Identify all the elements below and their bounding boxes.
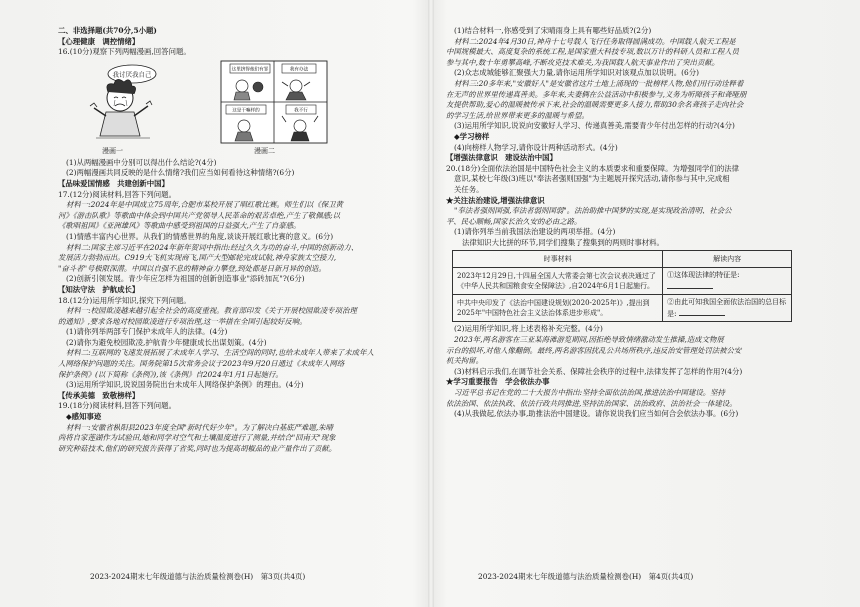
text-line: (1)请你列举两部专门保护未成年人的法律。(4分): [66, 327, 228, 337]
answer-prompt: ①这体现法律的特征是:: [667, 271, 740, 280]
text-line: 《歌唱祖国》《亚洲雄风》等歌曲中感受到祖国的日益强大,产生了自豪感。: [58, 221, 301, 231]
text-line: (4)向榜样人物学习,请你设计两种活动形式。(4分): [454, 142, 618, 152]
text-line: ★学习重要报告 学会依法办事: [446, 377, 550, 387]
text-line: 法律知识大比拼的环节,同学们搜集了搜集到的两则时事材料。: [462, 237, 664, 247]
text-line: ◆学习榜样: [454, 131, 490, 141]
text-line: 17.(12分)阅读材料,回答下列问题。: [58, 189, 176, 199]
comic-1-bubble-text: 我讨厌我自己: [112, 70, 152, 79]
right-page-text-bottom: [446, 324, 810, 419]
text-line: (2)众志成城能够汇聚强大力量,请你运用所学知识对该观点加以说明。(6分): [454, 68, 700, 78]
text-line: 中国规模最大、高度复杂的系统工程,是国家重大科技专项,数以万计的科研人员和工程人员: [446, 47, 739, 57]
text-line: 习近平总书记在党的二十大报告中指出:坚持全面依法治国,推进法治中国建设。坚持: [454, 388, 725, 398]
answer-blank[interactable]: [679, 307, 725, 316]
comic-1-caption: 漫画一: [102, 146, 123, 155]
table-cell-answer: [663, 268, 792, 295]
text-line: (2)创新引领发展。青少年应怎样为祖国的创新创造事业"添砖加瓦"?(6分): [66, 274, 305, 284]
text-line: 材料二:2024年4月30日,神舟十七号载人飞行任务取得圆满成功。中国载人航天工程是: [454, 36, 736, 46]
text-line: 参与其中,数十年勇攀高峰,不断攻克技术难关,为我国载人航天事业作出了突出贡献。: [446, 57, 720, 67]
text-line: 20.(18分)全面依法治国是中国特色社会主义的本质要求和重要保障。为增强同学们的法律: [446, 163, 739, 173]
page-3-footer: 2023-2024期末七年级道德与法治质量检测卷(H) 第3页(共4页): [90, 572, 306, 581]
text-line: 19.(18分)阅读材料,回答下列问题。: [58, 401, 176, 411]
page-fold: [428, 0, 434, 607]
left-page-text-top: [58, 26, 418, 58]
comic-2-four-panels: [220, 60, 328, 144]
text-line: "奋斗者"号极限深潜。中国以自强不息的精神奋力攀登,到处都是日新月异的创造。: [58, 263, 326, 273]
text-line: (3)运用所学知识,说说国务院出台未成年人网络保护条例》的理由。(4分): [66, 380, 304, 390]
table-header-interpretation: 解读内容: [663, 251, 792, 268]
answer-prompt: ②由此可知我国全面依法治国的总目标是:: [667, 298, 787, 319]
text-line: (4)从我做起,依法办事,助推法治中国建设。请你说说我们应当如何合会依法办事。(6分): [454, 409, 739, 419]
text-line: (3)材料启示我们,在调节社会关系、保障社会秩序的过程中,法律发挥了怎样的作用?(4分): [454, 366, 743, 376]
text-line: 材料一:校园欺凌越来越引起全社会的高度重视。教育部印发《关于开展校园欺凌专项治理: [66, 306, 357, 316]
table-cell-answer: [663, 295, 792, 322]
text-line: "奉法者强则国强,奉法者弱则国弱"。法治助推中国梦的实现,是实现政治清明、社会公: [454, 206, 732, 216]
text-line: (1)从两幅漫画中分别可以得出什么结论?(4分): [66, 157, 217, 167]
comic-2-sign-4: 我不行: [294, 108, 308, 114]
text-line: (1)请你列举当前我国法治建设的两项举措。(4分): [454, 227, 616, 237]
comic-2-sign-3: 这是干嘛样的: [232, 108, 260, 114]
text-line: 发展活力勃勃而出。C919大飞机实现商飞,国产大型邮轮完成试航,神舟家族太空接力,: [58, 253, 337, 263]
table-cell-material: 2023年12月29日,十四届全国人大常委会第七次会议表决通过了《中华人民共和国粮食安全保障法》,自2024年6月1日起施行。: [453, 268, 663, 295]
comic-2-sign-1: 这里挤得他们有罪: [231, 67, 269, 73]
text-line: ★关注法治建设,增强法律意识: [446, 195, 545, 205]
text-line: (2)运用所学知识,将上述表格补充完整。(4分): [454, 324, 603, 334]
text-line: 保护条例》(以下简称《条例》),该《条例》自2024年1月1日起施行。: [58, 369, 283, 379]
exam-page-3: [58, 26, 418, 566]
current-events-table: [452, 250, 792, 322]
text-line: (2)两幅漫画共同反映的是什么情绪?我们应当如何看待这种情绪?(6分): [66, 168, 295, 178]
text-line: 16.(10分)观察下列两幅漫画,回答问题。: [58, 47, 191, 57]
left-page-text-bottom: [58, 158, 418, 455]
exam-page-4: [446, 26, 810, 566]
text-line: 尚将自家莲湖作为试验田,她和同学对空气和土壤温度进行了测量,并结合"回南天"现象: [58, 433, 336, 443]
text-line: 二、非选择题(共70分,5小题): [58, 26, 157, 35]
text-line: 河》《游击队歌》等歌曲中体会到中国共产党领导人民革命的艰苦卓绝,产生了敬佩感;以: [58, 210, 340, 220]
text-line: (1)情感丰富内心世界。从我们的情感世界的角度,谈谈开展红歌比赛的意义。(6分): [66, 231, 334, 241]
text-line: (3)运用所学知识,说说向安徽好人学习、传递真善美,需要青少年付出怎样的行动?(4分): [454, 121, 735, 131]
table-row: [453, 295, 792, 322]
text-line: 材料三:20多年来,"安徽好人"是安徽省这片土地上涌现的一批榜样人物,他们用行动诠释着: [454, 78, 744, 88]
text-line: 【知法守法 护航成长】: [58, 284, 140, 294]
text-line: 示台的损坏,对他人像翻倒。最终,两名游客因扰乱公共场所秩序,违反治安管理处罚法被公安: [446, 345, 742, 355]
text-line: 的学习生活,给世界带来更多的温暖与希望。: [446, 110, 589, 120]
text-line: (2)请你为避免校园欺凌,护航青少年健康成长出谋划策。(4分): [66, 337, 267, 347]
text-line: 人网络保护问题的关注。国务院第15次常务会议于2023年9月20日通过《未成年人网络: [58, 359, 345, 369]
text-line: 18.(12分)运用所学知识,探究下列问题。: [58, 295, 191, 305]
comic-panels: [58, 60, 418, 156]
page-4-footer: 2023-2024期末七年级道德与法治质量检测卷(H) 第4页(共4页): [478, 572, 694, 581]
right-page-text-top: [446, 26, 810, 248]
text-line: 意识,某校七年级(3)班以"奉法者强则国强"为主题展开探究活动,请你参与其中,完成相: [454, 174, 730, 184]
answer-blank[interactable]: [667, 280, 713, 289]
text-line: 依法治国、依法执政、依法行政共同推进,坚持法治国家、法治政府、法治社会一体建设。: [446, 398, 737, 408]
text-line: 【传承美德 致敬榜样】: [58, 390, 140, 400]
text-line: 2023年,两名游客在三亚某海滩游览期间,因拒绝导致情绪激动发生推搡,造成文物展: [454, 335, 724, 345]
text-line: 【增强法律意识 建设法治中国】: [446, 153, 557, 163]
table-cell-material: 中共中央印发了《法治中国建设规划(2020-2025年)》,提出到2025年"中国特色社会主义法治体系进步形成"。: [453, 295, 663, 322]
comic-2-caption: 漫画二: [254, 146, 275, 155]
comic-1-crying-student: [86, 62, 160, 142]
table-header-material: 时事材料: [453, 251, 663, 268]
text-line: 友提供帮助,爱心的温暖被传承下来,社会的温暖需要更多人接力,帮助30余名聋孩子走向社会: [446, 100, 744, 110]
text-line: 在无声的世界里传递真善美。多年来,夫妻俩在公益活动中积极参与,义务为听障孩子和聋哑朋: [446, 89, 747, 99]
text-line: 【品味爱国情感 共建创新中国】: [58, 178, 169, 188]
text-line: 平、民心顺畅,国家长治久安的必由之路。: [446, 216, 582, 226]
text-line: 机关拘留。: [446, 356, 483, 366]
text-line: 材料二:国家主席习近平在2024年新年贺词中指出:经过久久为功的奋斗,中国的创新动力、: [66, 242, 359, 252]
comic-2-sign-2: 我有办法: [289, 67, 309, 73]
text-line: (1)结合材料一,你感受到了宋晴雨身上具有哪些好品质?(2分): [454, 26, 652, 35]
text-line: ◆感知事迹: [66, 412, 102, 422]
text-line: 的通知》,要求各地对校园欺凌进行专项治理,这一举措在全国引起较好反响。: [58, 316, 307, 326]
text-line: 关任务。: [454, 184, 484, 194]
text-line: 【心理健康 调控情绪】: [58, 36, 140, 46]
text-line: 材料二:互联网的飞速发展拓展了未成年人学习、生活空间的同时,也给未成年人带来了未成年人: [66, 348, 374, 358]
text-line: 材料一:2024年是中国成立75周年,合肥市某校开展了唱红歌比赛。师生们以《保卫黄: [66, 200, 343, 210]
text-line: 材料一:安徽省枞阳县2023年度全国"新时代好少年"。为了解决白基底严难题,朱晴: [66, 422, 333, 432]
table-row: [453, 268, 792, 295]
text-line: 研究种菇技术,他们的研究报告获得了省奖,同时也为提高胡椒品的业产量作出了贡献。: [58, 443, 337, 453]
